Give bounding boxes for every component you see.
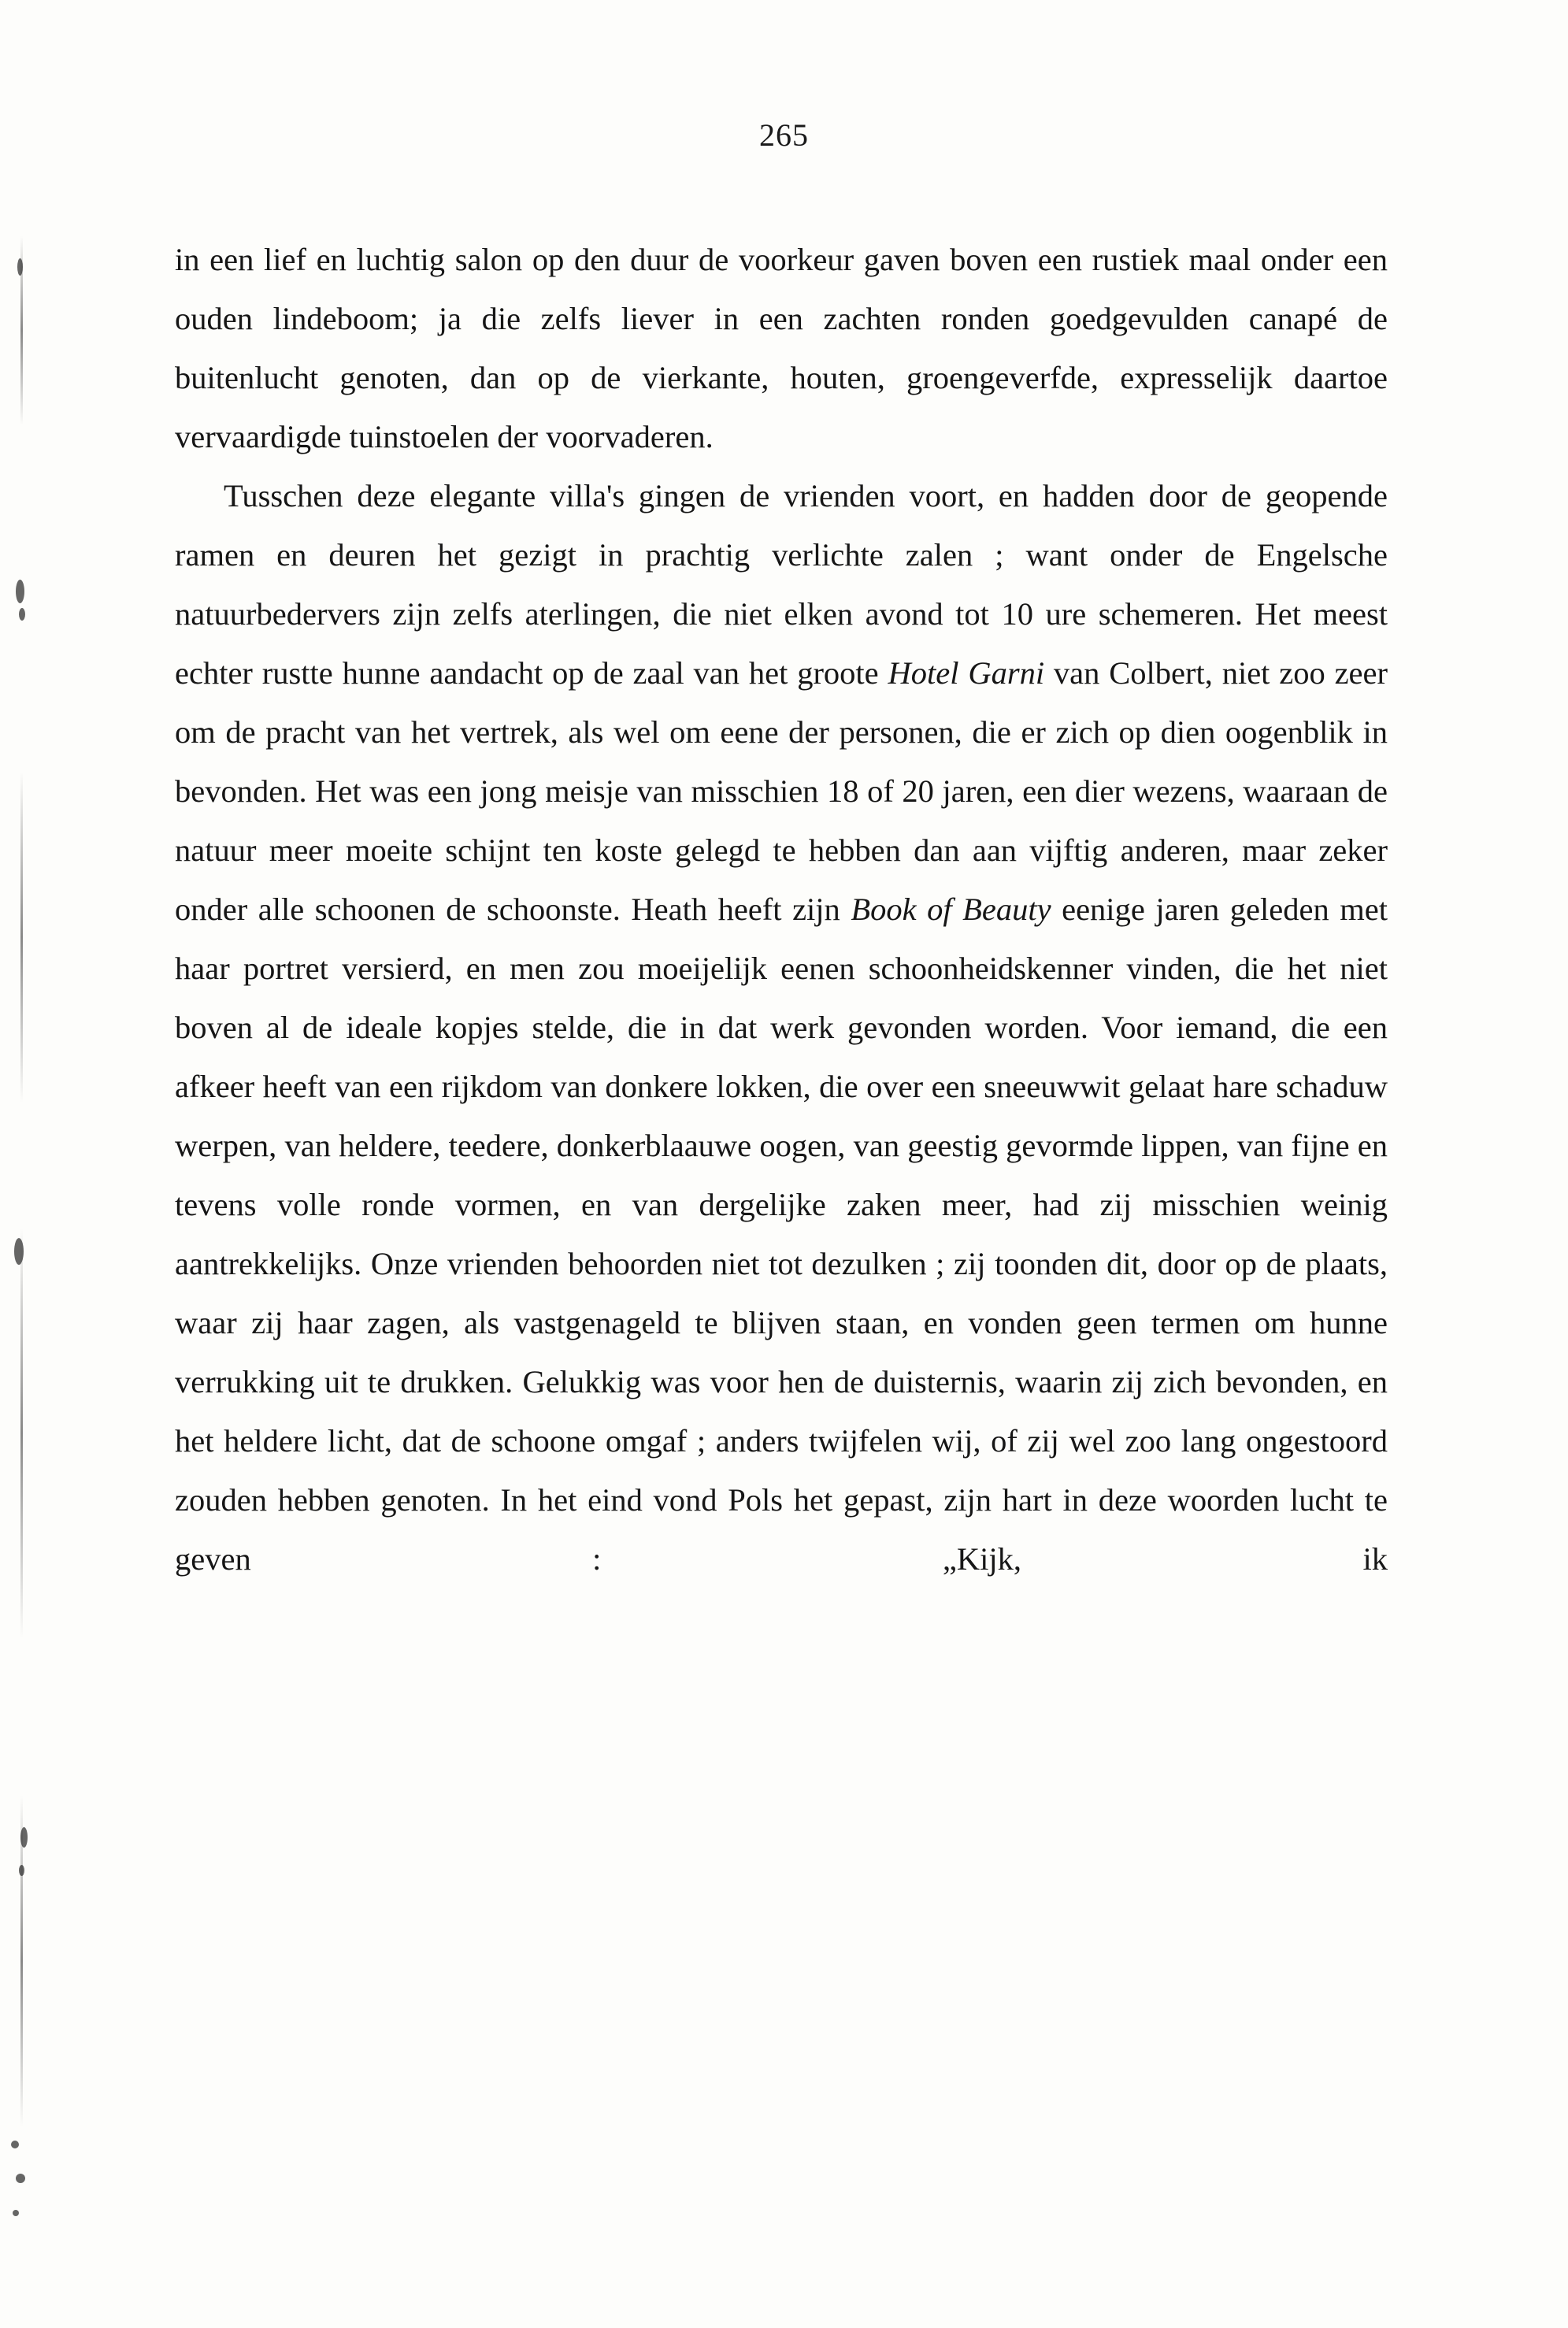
page-number: 265 <box>759 117 809 153</box>
body-text-column <box>175 230 1388 1648</box>
paragraph: in een lief en luchtig salon op den duur de voorkeur gaven boven een rustiek maal onder een ouden lindeboom; ja die zelfs liever in een zachten ronden goedgevulden canapé de buitenlucht genoten, dan op de vierkante, houten, groengeverfde, expresselijk daartoe vervaardigde tuinstoelen der voorvaderen. <box>175 242 1388 454</box>
paragraph: Tusschen deze elegante villa's gingen de vrienden voort, en hadden door de geopende ramen en deuren het gezigt in prachtig verlichte zalen ; want onder de Engelsche natuurbedervers zijn zelfs aterlingen, die niet elken avond tot 10 ure schemeren. Het meest echter rustte hunne aandacht op de zaal van het groote Hotel Garni van Colbert, niet zoo zeer om de pracht van het vertrek, als wel om eene der personen, die er zich op dien oogenblik in bevonden. Het was een jong meisje van misschien 18 of 20 jaren, een dier wezens, waaraan de natuur meer moeite schijnt ten koste gelegd te hebben dan aan vijftig anderen, maar zeker onder alle schoonen de schoonste. Heath heeft zijn Book of Beauty eenige jaren geleden met haar portret versierd, en men zou moeijelijk eenen schoonheidskenner vinden, die het niet boven al de ideale kopjes stelde, die in dat werk gevonden worden. Voor iemand, die een afkeer heeft van een rijkdom van donkere lokken, die over een sneeuwwit gelaat hare schaduw werpen, van heldere, teedere, donkerblaauwe oogen, van geestig gevormde lippen, van fijne en tevens volle ronde vormen, en van dergelijke zaken meer, had zij misschien weinig aantrekkelijks. Onze vrienden behoorden niet tot dezulken ; zij toonden dit, door op de plaats, waar zij haar zagen, als vastgenageld te blijven staan, en vonden geen termen om hunne verrukking uit te drukken. Gelukkig was voor hen de duisternis, waarin zij zich bevonden, en het heldere licht, dat de schoone omgaf ; anders twijfelen wij, of zij wel zoo lang ongestoord zouden hebben genoten. In het eind vond Pols het gepast, zijn hart in deze woorden lucht te geven : „Kijk, ik <box>175 478 1388 1577</box>
scan-edge-artifacts <box>0 0 47 2328</box>
italic-title: Book of Beauty <box>851 892 1051 927</box>
italic-title: Hotel Garni <box>888 655 1045 691</box>
